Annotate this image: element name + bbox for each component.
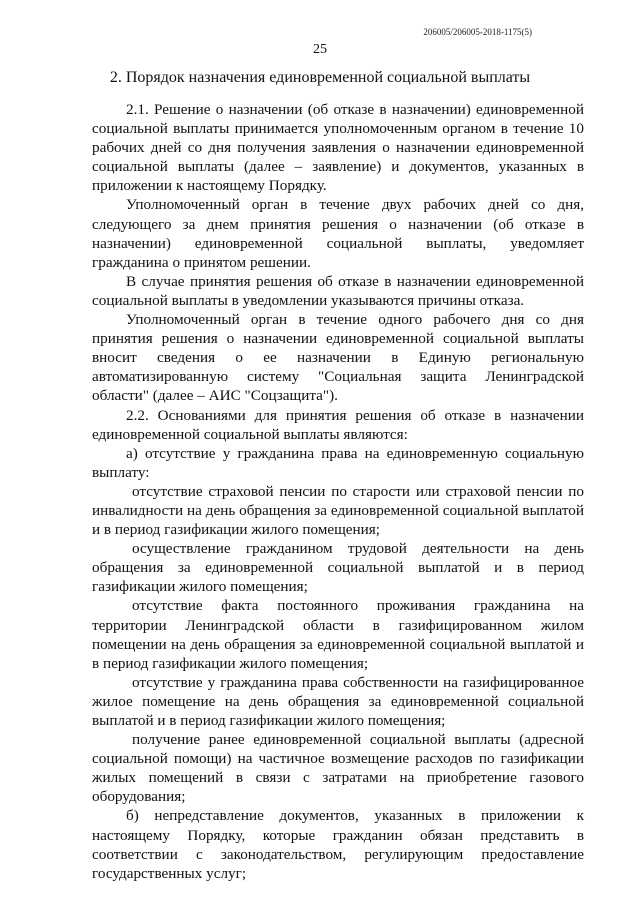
list-subitem-employment: осуществление гражданином трудовой деятельности на день обращения за единовременной социальной выплатой и в период газификации жилого помещения;	[92, 540, 584, 596]
paragraph-ais-entry: Уполномоченный орган в течение одного рабочего дня со дня принятия решения о назначении единовременной социальной выплаты вносит сведения о ее назначении в Единую региональную автоматизированную систему "Социальная защита Ленинградской области" (далее – АИС "Соцзащита").	[92, 311, 584, 405]
list-subitem-no-ownership: отсутствие у гражданина права собственности на газифицированное жилое помещение на день обращения за единовременной социальной выплатой и в период газификации жилого помещения;	[92, 673, 584, 729]
paragraph-2-1: 2.1. Решение о назначении (об отказе в назначении) единовременной социальной выплаты принимается уполномоченным органом в течение 10 рабочих дней со дня получения заявления о назначении единовременной социальной выплаты (далее – заявление) и документов, указанных в приложении к настоящему Порядку.	[92, 101, 584, 195]
list-item-b: б) непредставление документов, указанных в приложении к настоящему Порядку, которые гражданин обязан представить в соответствии с законодательством, регулирующим предоставление государственных услуг;	[92, 807, 584, 882]
paragraph-notification: Уполномоченный орган в течение двух рабочих дней со дня, следующего за днем принятия решения о назначении (об отказе в назначении) единовременной социальной выплаты, уведомляет гражданина о принятом решении.	[92, 196, 584, 271]
section-title: 2. Порядок назначения единовременной социальной выплаты	[109, 69, 531, 86]
list-subitem-no-pension: отсутствие страховой пенсии по старости или страховой пенсии по инвалидности на день обращения за единовременной социальной выплатой и в период газификации жилого помещения;	[92, 482, 584, 539]
list-item-a: а) отсутствие у гражданина права на единовременную социальную выплату:	[92, 444, 584, 481]
paragraph-2-2: 2.2. Основаниями для принятия решения об отказе в назначении единовременной социальной выплаты являются:	[92, 406, 584, 443]
list-subitem-no-residence: отсутствие факта постоянного проживания гражданина на территории Ленинградской области в газифицированном жилом помещении на день обращения за единовременной социальной выплатой и в период газификации жилого помещения;	[92, 597, 584, 672]
list-subitem-previous-payment: получение ранее единовременной социальной выплаты (адресной социальной помощи) на частичное возмещение расходов по газификации жилых помещений в связи с затратами на приобретение газового оборудования;	[92, 731, 584, 806]
paragraph-refusal-reasons: В случае принятия решения об отказе в назначении единовременной социальной выплаты в уведомлении указываются причины отказа.	[92, 272, 584, 309]
document-code: 206005/206005-2018-1175(5)	[423, 27, 532, 37]
document-body	[92, 100, 584, 883]
page-number: 25	[313, 42, 327, 57]
